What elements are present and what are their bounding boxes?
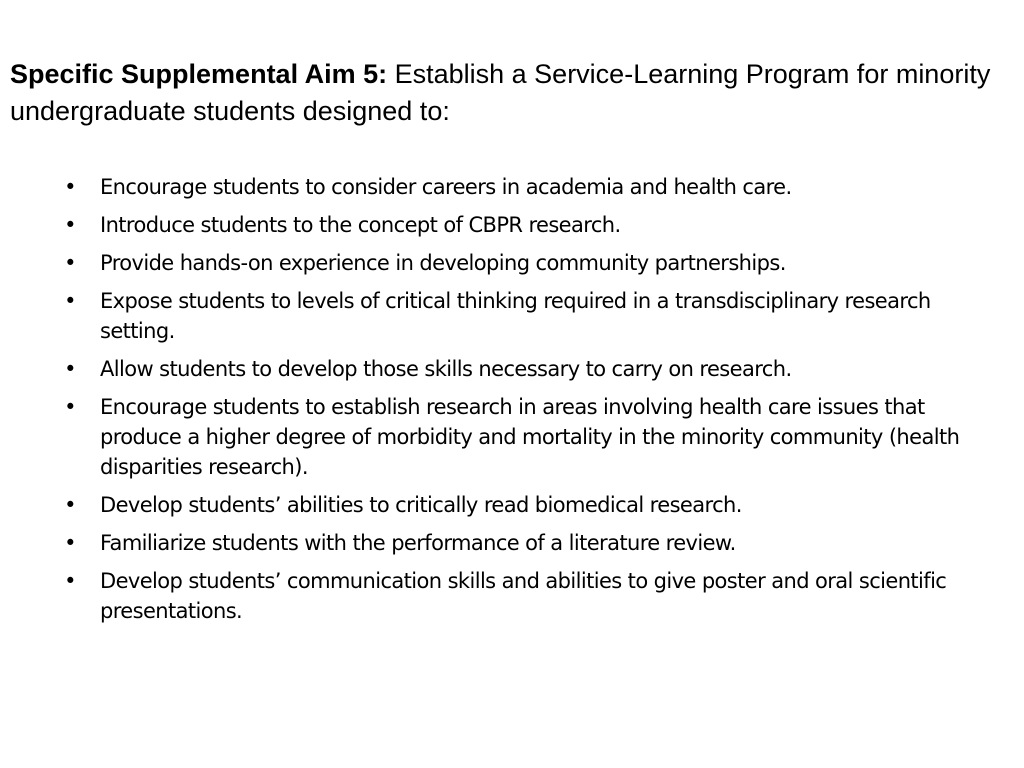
bullet-item bbox=[60, 528, 965, 558]
bullet-icon: • bbox=[64, 357, 76, 381]
bullet-text: Expose students to levels of critical thinking required in a transdisciplinary research setting. bbox=[100, 289, 931, 343]
slide-title bbox=[10, 56, 1010, 130]
bullet-icon: • bbox=[64, 493, 76, 517]
bullet-text: Encourage students to establish research in areas involving health care issues that produce a higher degree of morbidity and mortality in the minority community (health disparities research). bbox=[100, 395, 960, 479]
bullet-item bbox=[60, 490, 965, 520]
bullet-item bbox=[60, 172, 965, 202]
title-rest: Establish a Service-Learning Program for minority undergraduate students designed to: bbox=[10, 59, 991, 126]
bullet-text: Provide hands-on experience in developing community partnerships. bbox=[100, 251, 786, 275]
bullet-item bbox=[60, 286, 965, 346]
bullet-text: Allow students to develop those skills necessary to carry on research. bbox=[100, 357, 792, 381]
bullet-icon: • bbox=[64, 569, 76, 593]
bullet-item bbox=[60, 392, 965, 482]
bullet-text: Develop students’ abilities to critically read biomedical research. bbox=[100, 493, 742, 517]
bullet-icon: • bbox=[64, 395, 76, 419]
bullet-text: Encourage students to consider careers in academia and health care. bbox=[100, 175, 792, 199]
bullet-text: Familiarize students with the performance of a literature review. bbox=[100, 531, 736, 555]
bullet-icon: • bbox=[64, 175, 76, 199]
bullet-item bbox=[60, 354, 965, 384]
bullet-icon: • bbox=[64, 251, 76, 275]
bullet-text: Develop students’ communication skills and abilities to give poster and oral scientific presentations. bbox=[100, 569, 947, 623]
bullet-text: Introduce students to the concept of CBPR research. bbox=[100, 213, 621, 237]
bullet-icon: • bbox=[64, 213, 76, 237]
bullet-list bbox=[60, 172, 965, 634]
bullet-item bbox=[60, 210, 965, 240]
bullet-icon: • bbox=[64, 531, 76, 555]
bullet-item bbox=[60, 248, 965, 278]
bullet-item bbox=[60, 566, 965, 626]
title-lead: Specific Supplemental Aim 5: bbox=[10, 59, 388, 89]
bullet-icon: • bbox=[64, 289, 76, 313]
